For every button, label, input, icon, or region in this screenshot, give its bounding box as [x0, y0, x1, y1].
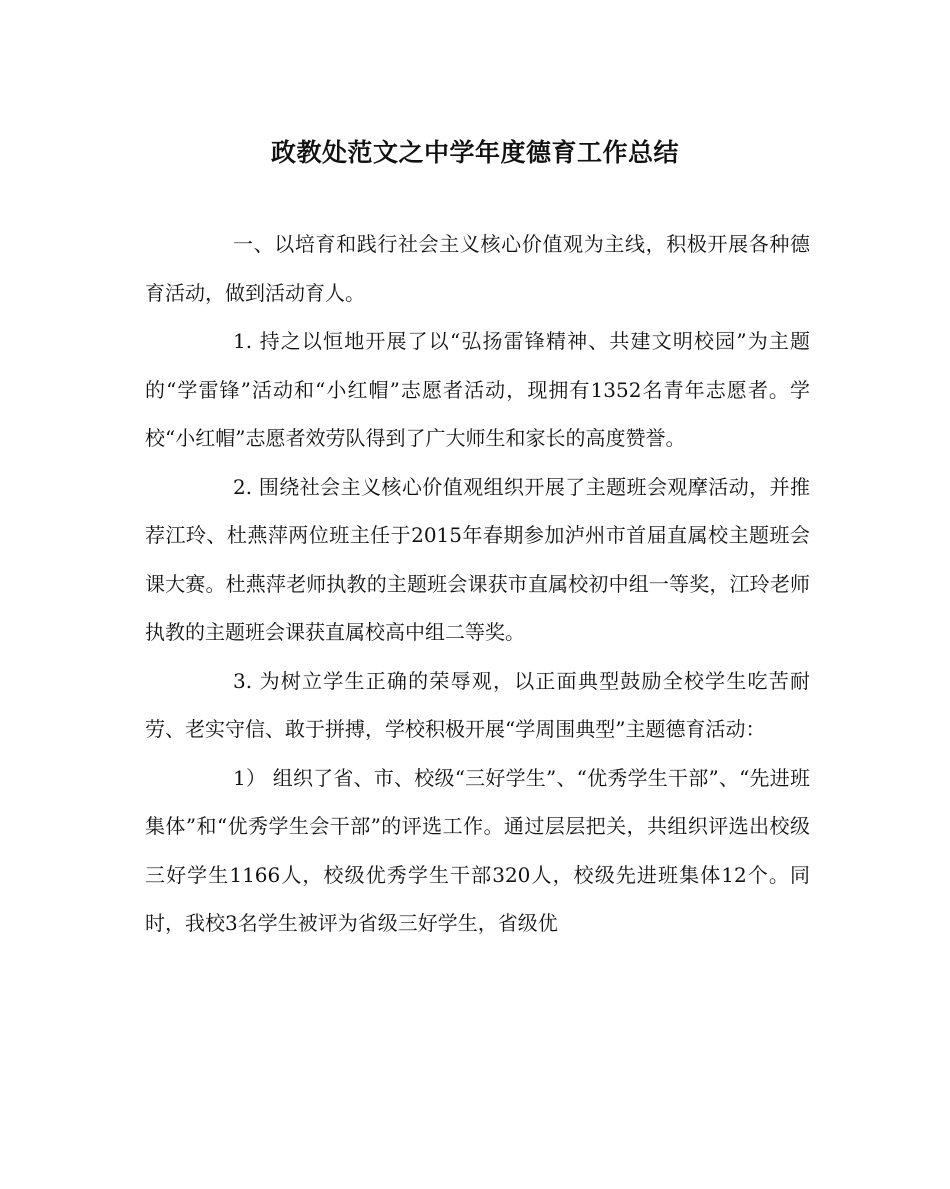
- paragraph-section-one: 一、以培育和践行社会主义核心价值观为主线，积极开展各种德育活动，做到活动育人。: [145, 232, 810, 305]
- paragraph-subitem-1: 1） 组织了省、市、校级“三好学生”、“优秀学生干部”、“先进班集体”和“优秀学生会干部”的评选工作。通过层层把关，共组织评选出校级三好学生1166人，校级优秀学生干部320人，校级先进班集体12个。同时，我校3名学生被评为省级三好学生，省级优: [145, 765, 810, 935]
- document-title: 政教处范文之中学年度德育工作总结: [270, 138, 679, 167]
- paragraph-item-1: 1. 持之以恒地开展了以“弘扬雷锋精神、共建文明校园”为主题的“学雷锋”活动和“小红帽”志愿者活动，现拥有1352名青年志愿者。学校“小红帽”志愿者效劳队得到了广大师生和家长的高度赞誉。: [145, 329, 810, 450]
- paragraph-item-2: 2. 围绕社会主义核心价值观组织开展了主题班会观摩活动，并推荐江玲、杜燕萍两位班主任于2015年春期参加泸州市首届直属校主题班会课大赛。杜燕萍老师执教的主题班会课获市直属校初中组一等奖，江玲老师执教的主题班会课获直属校高中组二等奖。: [145, 474, 810, 644]
- document-body: [145, 220, 810, 948]
- paragraph-item-3: 3. 为树立学生正确的荣辱观，以正面典型鼓励全校学生吃苦耐劳、老实守信、敢于拼搏，学校积极开展“学周围典型”主题德育活动：: [145, 668, 810, 741]
